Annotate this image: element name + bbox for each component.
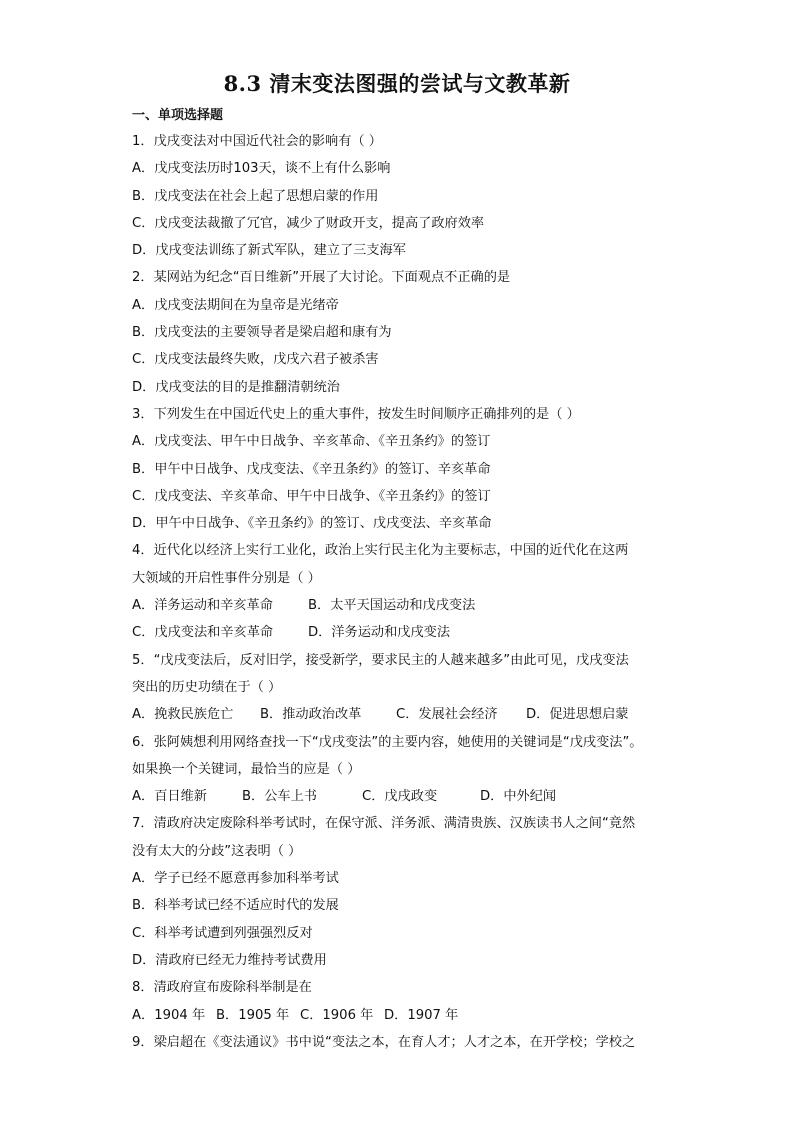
- question-6-options-row: [132, 783, 672, 810]
- question-8-options-row: [132, 1002, 672, 1029]
- question-4-stem-line-2: 大领域的开启性事件分别是（ ）: [132, 570, 321, 586]
- page-title: 8.3 清末变法图强的尝试与文教革新: [223, 71, 571, 96]
- question-2-stem: 2．某网站为纪念“百日维新”开展了大讨论。下面观点不正确的是: [132, 270, 511, 286]
- question-4-option-b: B．太平天国运动和戊戌变法: [308, 598, 476, 614]
- section-heading: 一、单项选择题: [132, 108, 224, 123]
- question-8-option-c: C．1906 年: [300, 1007, 374, 1023]
- question-2-option-c: C．戊戌变法最终失败，戊戌六君子被杀害: [132, 352, 379, 368]
- question-4-option-d: D．洋务运动和戊戌变法: [308, 625, 451, 641]
- question-5-options-row: [132, 701, 672, 728]
- question-2-option-a: A．戊戌变法期间在为皇帝是光绪帝: [132, 297, 339, 313]
- question-3-option-b: B．甲午中日战争、戊戌变法、《辛丑条约》的签订、辛亥革命: [132, 461, 491, 477]
- question-8-option-d: D．1907 年: [384, 1007, 459, 1023]
- question-6-stem-line-1: 6．张阿姨想利用网络查找一下“戊戌变法”的主要内容，她使用的关键词是“戊戌变法”。: [132, 734, 643, 750]
- question-1-stem: 1．戊戌变法对中国近代社会的影响有（ ）: [132, 134, 382, 149]
- question-7-stem-line-1: 7．清政府决定废除科举考试时，在保守派、洋务派、满清贵族、汉族读书人之间“竟然: [132, 816, 636, 832]
- question-4-options-row-1: [132, 592, 672, 619]
- question-7-option-a: A．学子已经不愿意再参加科举考试: [132, 871, 339, 887]
- question-6-stem-line-2: 如果换一个关键词，最恰当的应是（ ）: [132, 761, 361, 777]
- question-4-stem-line-1: 4．近代化以经济上实行工业化，政治上实行民主化为主要标志，中国的近代化在这两: [132, 543, 629, 559]
- question-3-option-a: A．戊戌变法、甲午中日战争、辛亥革命、《辛丑条约》的签订: [132, 434, 491, 450]
- question-7-option-d: D．清政府已经无力维持考试费用: [132, 952, 327, 968]
- question-9-stem: 9．梁启超在《变法通议》书中说“变法之本，在育人才；人才之本，在开学校；学校之: [132, 1034, 636, 1050]
- question-1-option-d: D．戊戌变法训练了新式军队，建立了三支海军: [132, 243, 406, 259]
- question-5-option-b: B．推动政治改革: [260, 707, 362, 723]
- question-7-option-c: C．科举考试遭到列强强烈反对: [132, 925, 313, 941]
- question-4-options-row-2: [132, 619, 672, 646]
- question-2-option-b: B．戊戌变法的主要领导者是梁启超和康有为: [132, 325, 392, 341]
- question-7-stem-line-2: 没有太大的分歧”这表明（ ）: [132, 843, 302, 859]
- question-5-option-a: A．挽救民族危亡: [132, 707, 234, 723]
- question-6-option-a: A．百日维新: [132, 789, 207, 805]
- question-8-stem: 8．清政府宣布废除科举制是在: [132, 980, 312, 996]
- question-5-stem-line-1: 5．“戊戌变法后，反对旧学，接受新学，要求民主的人越来越多”由此可见，戊戌变法: [132, 652, 629, 668]
- question-1-option-b: B．戊戌变法在社会上起了思想启蒙的作用: [132, 188, 379, 204]
- question-3-option-d: D．甲午中日战争、《辛丑条约》的签订、戊戌变法、辛亥革命: [132, 516, 492, 532]
- question-4-option-c: C．戊戌变法和辛亥革命: [132, 625, 274, 641]
- question-5-option-c: C．发展社会经济: [396, 707, 498, 723]
- question-3-stem: 3．下列发生在中国近代史上的重大事件，按发生时间顺序正确排列的是（ ）: [132, 406, 580, 422]
- question-6-option-c: C．戊戌政变: [362, 789, 438, 805]
- question-3-option-c: C．戊戌变法、辛亥革命、甲午中日战争、《辛丑条约》的签订: [132, 488, 491, 504]
- question-2-option-d: D．戊戌变法的目的是推翻清朝统治: [132, 379, 340, 395]
- question-5-stem-line-2: 突出的历史功绩在于（ ）: [132, 679, 282, 695]
- question-1-option-c: C．戊戌变法裁撤了冗官，减少了财政开支，提高了政府效率: [132, 215, 485, 231]
- question-6-option-b: B．公车上书: [242, 789, 317, 805]
- question-6-option-d: D．中外纪闻: [480, 789, 557, 805]
- question-4-option-a: A．洋务运动和辛亥革命: [132, 598, 273, 614]
- question-7-option-b: B．科举考试已经不适应时代的发展: [132, 898, 339, 914]
- question-8-option-a: A．1904 年: [132, 1007, 206, 1023]
- question-8-option-b: B．1905 年: [216, 1007, 290, 1023]
- question-5-option-d: D．促进思想启蒙: [526, 707, 629, 723]
- question-list: [132, 128, 672, 1056]
- question-1-option-a: A．戊戌变法历时103天，谈不上有什么影响: [132, 161, 391, 177]
